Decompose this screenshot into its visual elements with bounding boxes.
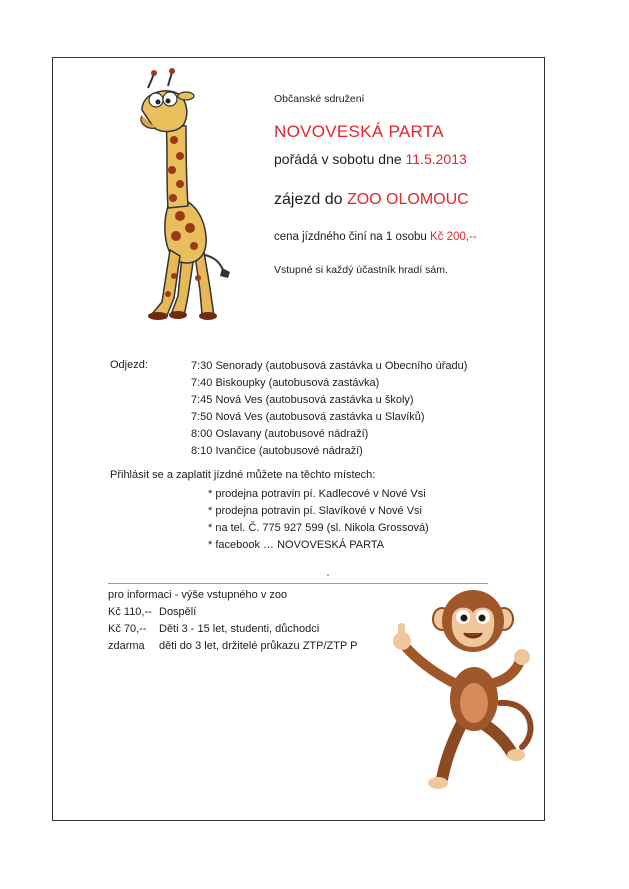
registration-title: Přihlásit se a zaplatit jízdné můžete na těchto místech: <box>110 469 376 481</box>
fee-row <box>108 621 358 638</box>
trip-prefix: zájezd do <box>274 191 347 208</box>
registration-place: * prodejna potravin pí. Kadlecové v Nové Vsi <box>208 488 426 500</box>
fee-desc: Dospělí <box>159 606 197 618</box>
departure-stop: 7:50 Nová Ves (autobusová zastávka u Slavíků) <box>191 411 425 423</box>
trip-line <box>274 191 469 209</box>
registration-place: * prodejna potravin pí. Slavíkové v Nové Vsi <box>208 505 423 517</box>
fee-row <box>108 604 358 621</box>
stray-dot <box>327 574 329 576</box>
fee-price: Kč 70,-- <box>108 623 147 635</box>
giraffe-illustration <box>128 66 240 328</box>
zoo-fees-section <box>108 587 358 655</box>
fee-price: Kč 110,-- <box>108 606 152 618</box>
departure-list <box>191 358 467 460</box>
destination: ZOO OLOMOUC <box>346 191 469 208</box>
monkey-illustration <box>382 583 547 793</box>
fee-row <box>108 638 358 655</box>
registration-place: * facebook … NOVOVESKÁ PARTA <box>208 539 385 551</box>
price-prefix: cena jízdného činí na 1 osobu <box>274 231 431 243</box>
date-prefix: pořádá v sobotu dne <box>274 151 406 167</box>
event-date: 11.5.2013 <box>405 151 467 167</box>
departure-stop: 8:00 Oslavany (autobusové nádraží) <box>191 428 369 440</box>
departure-stop: 7:45 Nová Ves (autobusová zastávka u školy) <box>191 394 414 406</box>
fee-desc: Děti 3 - 15 let, studenti, důchodci <box>159 623 320 635</box>
departure-stop: 8:10 Ivančice (autobusové nádraží) <box>191 445 363 457</box>
departure-stop: 7:40 Biskoupky (autobusová zastávka) <box>191 377 380 389</box>
registration-list <box>208 486 429 554</box>
fee-desc: děti do 3 let, držitelé průkazu ZTP/ZTP P <box>159 640 358 652</box>
price-line <box>274 231 477 243</box>
entry-note: Vstupné si každý účastník hradí sám. <box>274 264 448 276</box>
organization-name: NOVOVESKÁ PARTA <box>274 122 444 141</box>
departure-label: Odjezd: <box>110 359 148 371</box>
departure-stop: 7:30 Senorady (autobusová zastávka u Obecního úřadu) <box>191 360 468 372</box>
registration-place: * na tel. Č. 775 927 599 (sl. Nikola Grossová) <box>208 522 429 534</box>
fare-price: Kč 200,-- <box>430 231 477 243</box>
fees-title: pro informaci - výše vstupného v zoo <box>108 589 288 601</box>
date-line <box>274 151 467 167</box>
fee-price: zdarma <box>108 640 145 652</box>
organization-type: Občanské sdružení <box>274 93 365 105</box>
